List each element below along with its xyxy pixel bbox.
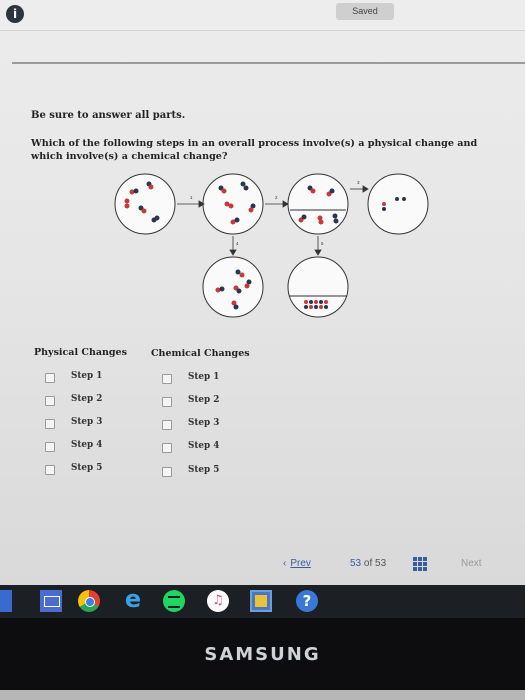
- chevron-left-icon: ‹: [283, 558, 287, 569]
- checkbox[interactable]: [162, 397, 172, 407]
- current-page: 53: [350, 558, 362, 569]
- option-label: Step 2: [188, 395, 220, 405]
- music-icon[interactable]: ♫: [207, 590, 229, 612]
- chemical-changes-header: Chemical Changes: [151, 348, 250, 359]
- start-icon[interactable]: [0, 590, 12, 612]
- diagram-circle-6: [288, 257, 348, 317]
- mail-icon[interactable]: [40, 590, 62, 612]
- step-label-3: 3: [357, 180, 360, 185]
- option-label: Step 5: [188, 465, 220, 475]
- top-bar: [0, 0, 525, 31]
- checkbox[interactable]: [45, 396, 55, 406]
- brand-logo: SAMSUNG: [204, 644, 321, 665]
- question-grid-icon[interactable]: [413, 557, 427, 571]
- info-icon[interactable]: i: [6, 5, 24, 23]
- checkbox[interactable]: [45, 373, 55, 383]
- option-label: Step 3: [71, 417, 103, 427]
- step-label-4: 4: [236, 241, 239, 246]
- help-icon[interactable]: ?: [296, 590, 318, 612]
- page-indicator: [350, 558, 386, 569]
- diagram-circle-4: [368, 174, 428, 234]
- process-diagram: [105, 170, 435, 325]
- checkbox[interactable]: [162, 374, 172, 384]
- divider: [12, 62, 525, 64]
- prev-label: Prev: [290, 558, 311, 569]
- option-label: Step 4: [71, 440, 103, 450]
- checkbox[interactable]: [45, 465, 55, 475]
- taskbar: [0, 585, 525, 618]
- checkbox[interactable]: [45, 419, 55, 429]
- saved-status-badge: Saved: [336, 3, 394, 20]
- photos-icon[interactable]: [250, 590, 272, 612]
- option-label: Step 3: [188, 418, 220, 428]
- diagram-circle-3: [288, 174, 348, 234]
- option-label: Step 1: [188, 372, 220, 382]
- option-label: Step 5: [71, 463, 103, 473]
- spotify-icon[interactable]: [163, 590, 185, 612]
- step-label-1: 1: [190, 195, 193, 200]
- physical-changes-header: Physical Changes: [34, 347, 127, 358]
- diagram-circle-1: [115, 174, 175, 234]
- total-pages: 53: [375, 558, 387, 569]
- checkbox[interactable]: [162, 443, 172, 453]
- page-of-label: of: [363, 558, 373, 569]
- diagram-circle-5: [203, 257, 263, 317]
- edge-icon[interactable]: e: [124, 585, 142, 613]
- next-button[interactable]: Next: [461, 558, 482, 569]
- question-prompt: Which of the following steps in an overall process involve(s) a physical change and which involve(s) a chemical change?: [31, 138, 478, 162]
- chrome-icon[interactable]: [78, 590, 100, 612]
- option-label: Step 4: [188, 441, 220, 451]
- option-label: Step 2: [71, 394, 103, 404]
- desk-surface: [0, 690, 525, 700]
- instruction-text: Be sure to answer all parts.: [31, 110, 186, 121]
- prev-button[interactable]: [283, 558, 311, 569]
- checkbox[interactable]: [45, 442, 55, 452]
- checkbox[interactable]: [162, 467, 172, 477]
- checkbox[interactable]: [162, 420, 172, 430]
- step-label-5: 5: [321, 241, 324, 246]
- step-label-2: 2: [275, 195, 278, 200]
- option-label: Step 1: [71, 371, 103, 381]
